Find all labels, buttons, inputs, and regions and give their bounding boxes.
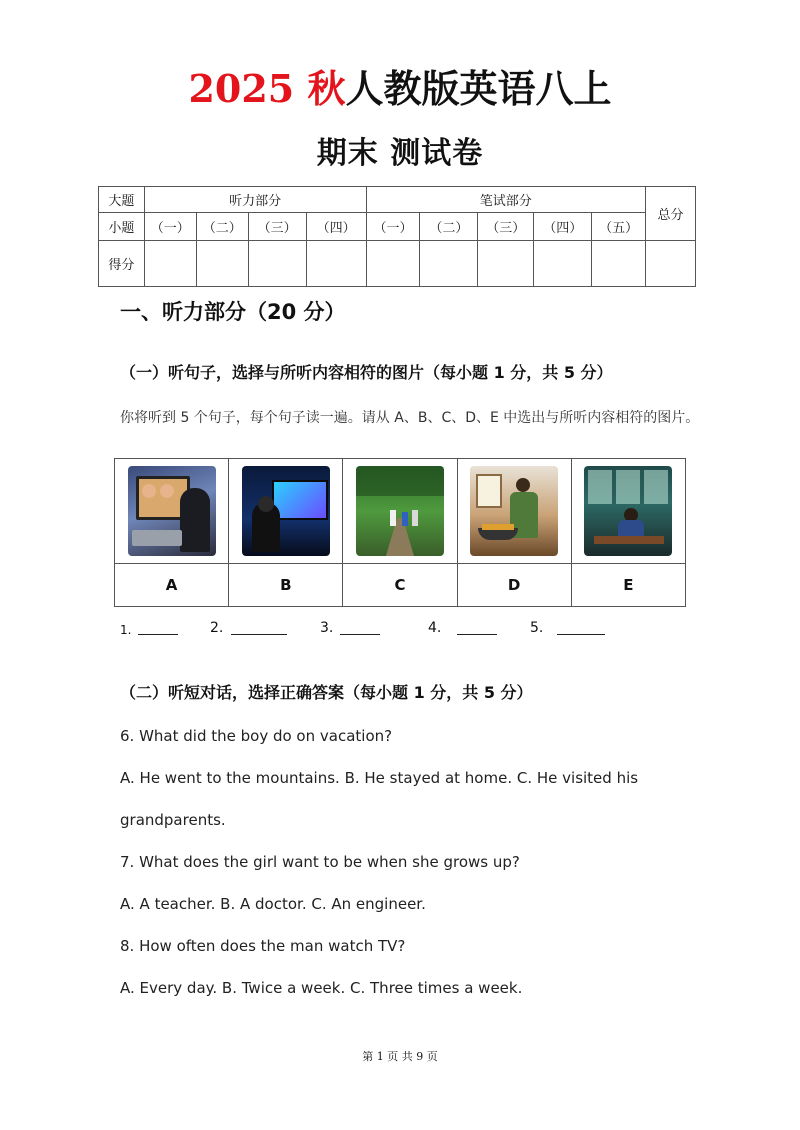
boy-playing-video-game-image bbox=[242, 466, 330, 556]
picture-cell bbox=[229, 459, 343, 564]
score-table-writing-label: 笔试部分 bbox=[366, 187, 646, 213]
question-text: 8. How often does the man watch TV? bbox=[120, 937, 406, 955]
answer-blank[interactable] bbox=[340, 620, 380, 635]
score-cell[interactable] bbox=[366, 241, 420, 287]
score-cell[interactable] bbox=[248, 241, 306, 287]
score-table-total-label: 总分 bbox=[646, 187, 696, 241]
part1-heading: （一）听句子，选择与所听内容相符的图片（每小题 1 分，共 5 分） bbox=[120, 363, 613, 382]
picture-letter: C bbox=[343, 564, 457, 607]
score-table bbox=[98, 186, 696, 287]
picture-letter: D bbox=[457, 564, 571, 607]
woman-cooking-kitchen-image bbox=[470, 466, 558, 556]
score-table-listening-part: （四） bbox=[306, 213, 366, 241]
score-cell[interactable] bbox=[306, 241, 366, 287]
blank-number: 1. bbox=[120, 623, 132, 637]
answer-blank[interactable] bbox=[557, 620, 605, 635]
question-text: 6. What did the boy do on vacation? bbox=[120, 727, 393, 745]
score-table-listening-part: （三） bbox=[248, 213, 306, 241]
score-cell[interactable] bbox=[592, 241, 646, 287]
page-footer: 第 1 页 共 9 页 bbox=[362, 1050, 438, 1063]
student-studying-library-image bbox=[584, 466, 672, 556]
answer-blank[interactable] bbox=[231, 620, 287, 635]
picture-cell bbox=[343, 459, 457, 564]
picture-cell bbox=[457, 459, 571, 564]
title-year: 2025 秋 bbox=[188, 66, 346, 111]
picture-letter: A bbox=[115, 564, 229, 607]
part1-instruction: 你将听到 5 个句子，每个句子读一遍。请从 A、B、C、D、E 中选出与所听内容相符的图片。 bbox=[120, 410, 700, 426]
options-text: grandparents. bbox=[120, 811, 226, 829]
score-cell-total[interactable] bbox=[646, 241, 696, 287]
answer-blank[interactable] bbox=[138, 620, 178, 635]
score-cell[interactable] bbox=[478, 241, 534, 287]
blank-number: 4. bbox=[428, 620, 442, 636]
score-table-dati-label: 大题 bbox=[99, 187, 145, 213]
score-table-xiaoti-label: 小题 bbox=[99, 213, 145, 241]
score-table-listening-part: （二） bbox=[196, 213, 248, 241]
answer-blanks bbox=[120, 620, 620, 642]
children-hiking-forest-image bbox=[356, 466, 444, 556]
part2-heading: （二）听短对话，选择正确答案（每小题 1 分，共 5 分） bbox=[120, 683, 533, 702]
blank-number: 2. bbox=[210, 620, 224, 636]
picture-letter: E bbox=[571, 564, 685, 607]
score-table-writing-part: （二） bbox=[420, 213, 478, 241]
page-subtitle: 期末 测试卷 bbox=[316, 136, 484, 171]
section-heading-listening: 一、听力部分（20 分） bbox=[120, 300, 346, 324]
options-text: A. He went to the mountains. B. He stayed at home. C. He visited his bbox=[120, 769, 639, 787]
question-text: 7. What does the girl want to be when she grows up? bbox=[120, 853, 520, 871]
score-cell[interactable] bbox=[144, 241, 196, 287]
options-text: A. A teacher. B. A doctor. C. An engineer. bbox=[120, 895, 426, 913]
score-cell[interactable] bbox=[196, 241, 248, 287]
score-table-listening-label: 听力部分 bbox=[144, 187, 366, 213]
blank-number: 3. bbox=[320, 620, 334, 636]
score-table-writing-part: （一） bbox=[366, 213, 420, 241]
score-table-score-label: 得分 bbox=[99, 241, 145, 287]
score-cell[interactable] bbox=[420, 241, 478, 287]
score-cell[interactable] bbox=[534, 241, 592, 287]
picture-table bbox=[114, 458, 686, 607]
picture-letter: B bbox=[229, 564, 343, 607]
answer-blank[interactable] bbox=[457, 620, 497, 635]
blank-number: 5. bbox=[530, 620, 544, 636]
page-title bbox=[0, 58, 800, 113]
title-main: 人教版英语八上 bbox=[345, 66, 612, 111]
picture-cell bbox=[115, 459, 229, 564]
score-table-listening-part: （一） bbox=[144, 213, 196, 241]
score-table-writing-part: （四） bbox=[534, 213, 592, 241]
options-text: A. Every day. B. Twice a week. C. Three times a week. bbox=[120, 979, 523, 997]
score-table-writing-part: （三） bbox=[478, 213, 534, 241]
girl-video-call-laptop-image bbox=[128, 466, 216, 556]
picture-cell bbox=[571, 459, 685, 564]
score-table-writing-part: （五） bbox=[592, 213, 646, 241]
